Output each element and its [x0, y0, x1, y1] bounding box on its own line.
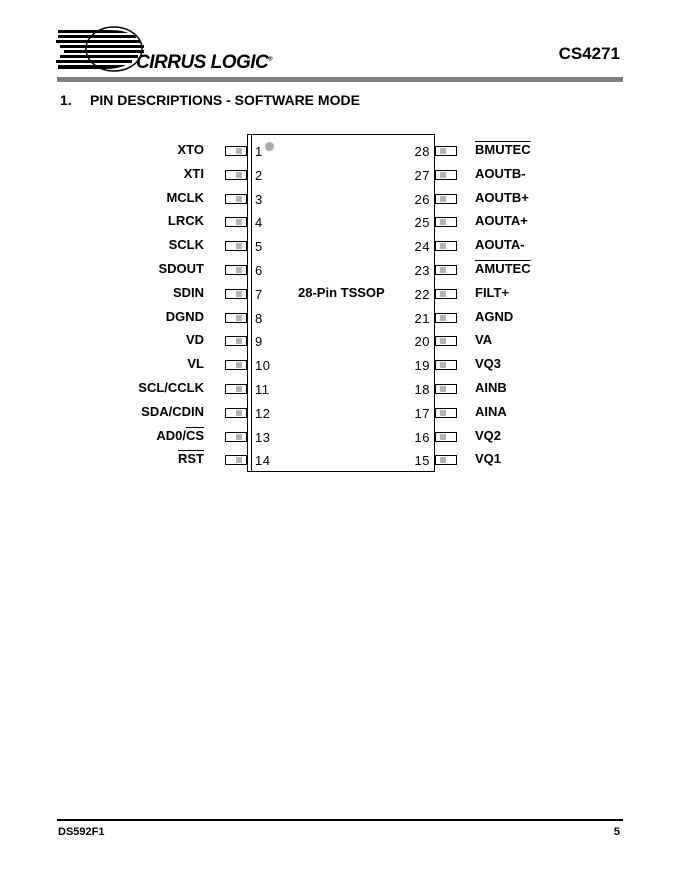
pin-pad-27: [435, 170, 457, 180]
pin-number-14: 14: [255, 453, 271, 469]
pin-number-6: 6: [255, 263, 263, 278]
pin-number-19: 19: [414, 358, 430, 374]
package-name: 28-Pin TSSOP: [298, 285, 385, 300]
footer-rule: [57, 819, 623, 821]
pin-number-9: 9: [255, 334, 263, 350]
pin-pad-3: [225, 194, 247, 204]
pin-label-plain-part: AD0/: [156, 427, 186, 443]
pin-pad-10: [225, 360, 247, 370]
pin-label-26: AOUTB+: [475, 189, 529, 205]
pin-pad-6: [225, 265, 247, 275]
pin-label-9: VD: [185, 332, 204, 348]
pin-number-26: 26: [414, 191, 430, 207]
pin-label-15: VQ1: [475, 451, 502, 467]
pin-label-24: AOUTA-: [475, 237, 525, 253]
pin-label-17: AINA: [475, 403, 507, 419]
pin-number-3: 3: [255, 191, 263, 207]
part-number: CS4271: [558, 44, 620, 63]
package-outline: [247, 134, 435, 472]
pin-label-2: XTI: [183, 165, 204, 181]
pin-pad-24: [435, 241, 457, 251]
pin-pad-8: [225, 313, 247, 323]
section-heading: [60, 92, 360, 108]
pin-number-15: 15: [414, 453, 430, 469]
section-title: PIN DESCRIPTIONS - SOFTWARE MODE: [90, 92, 360, 108]
pin-label-22: FILT+: [475, 284, 510, 300]
pin-number-10: 10: [255, 358, 271, 374]
pin-pad-21: [435, 313, 457, 323]
pin-number-1: 1: [255, 144, 263, 159]
header-rule: [57, 77, 623, 82]
pin-pad-14: [225, 455, 247, 465]
pin-label-20: VA: [475, 332, 493, 348]
pin1-indicator-dot: [265, 142, 274, 151]
pin-label-27: AOUTB-: [475, 165, 526, 181]
pin-number-11: 11: [255, 382, 270, 397]
pin-number-28: 28: [414, 144, 430, 159]
pin-number-5: 5: [255, 239, 263, 255]
pin-label-4: LRCK: [167, 213, 204, 229]
pin-pad-2: [225, 170, 247, 180]
pin-pad-17: [435, 408, 457, 418]
pin-label-11: SCL/CCLK: [138, 380, 204, 395]
pin-label-7: SDIN: [172, 284, 204, 300]
pin-pad-28: [435, 146, 457, 156]
pin-label-3: MCLK: [166, 189, 204, 205]
pin-label-12: SDA/CDIN: [141, 403, 204, 419]
pin-number-25: 25: [414, 215, 430, 231]
pin-label-18: AINB: [475, 380, 507, 395]
pin-pad-13: [225, 432, 247, 442]
footer-doc-id: DS592F1: [58, 826, 105, 838]
pin-pad-15: [435, 455, 457, 465]
logo-wordmark: CIRRUS LOGIC®: [136, 52, 273, 73]
pin-pad-5: [225, 241, 247, 251]
pin-number-16: 16: [414, 429, 430, 445]
pin-number-2: 2: [255, 167, 263, 183]
pin-label-13: [156, 428, 204, 444]
pin-label-19: VQ3: [475, 356, 502, 372]
pin-number-22: 22: [414, 286, 430, 302]
pin-number-21: 21: [414, 310, 430, 326]
pin-number-23: 23: [414, 263, 430, 278]
footer-page-number: 5: [613, 826, 620, 838]
pin-label-active-low-part: $\overline{CS}$: [185, 427, 204, 443]
pin-label-10: VL: [187, 356, 204, 372]
pin-pad-12: [225, 408, 247, 418]
pin-pad-19: [435, 360, 457, 370]
pin-number-18: 18: [414, 382, 430, 397]
package-edge-stripe: [251, 134, 252, 472]
pin-number-27: 27: [414, 167, 430, 183]
pin-number-4: 4: [255, 215, 263, 231]
pin-pad-11: [225, 384, 247, 394]
pin-number-8: 8: [255, 310, 263, 326]
pin-label-8: DGND: [165, 308, 204, 324]
pin-pad-18: [435, 384, 457, 394]
pin-label-23: AMUTEC: [475, 261, 531, 276]
pin-pad-20: [435, 336, 457, 346]
pin-label-16: VQ2: [475, 427, 502, 443]
pin-pad-1: [225, 146, 247, 156]
pin-label-25: AOUTA+: [475, 213, 528, 229]
pin-label-1: XTO: [177, 142, 204, 157]
pin-number-17: 17: [414, 405, 430, 421]
pin-pad-16: [435, 432, 457, 442]
pin-label-28: BMUTEC: [475, 142, 531, 157]
pin-pad-4: [225, 217, 247, 227]
pin-pad-22: [435, 289, 457, 299]
pin-number-20: 20: [414, 334, 430, 350]
pin-pad-9: [225, 336, 247, 346]
section-number: 1.: [60, 92, 72, 108]
pin-number-24: 24: [414, 239, 430, 255]
pin-pad-23: [435, 265, 457, 275]
pin-label-21: AGND: [475, 308, 514, 324]
pin-pad-7: [225, 289, 247, 299]
pin-pad-26: [435, 194, 457, 204]
pin-number-12: 12: [255, 405, 271, 421]
pin-label-5: SCLK: [168, 237, 204, 253]
pin-label-6: SDOUT: [158, 261, 204, 276]
pin-label-14: $\overline{RST}$: [178, 451, 204, 467]
pin-number-13: 13: [255, 429, 271, 445]
pin-number-7: 7: [255, 286, 263, 302]
pin-pad-25: [435, 217, 457, 227]
